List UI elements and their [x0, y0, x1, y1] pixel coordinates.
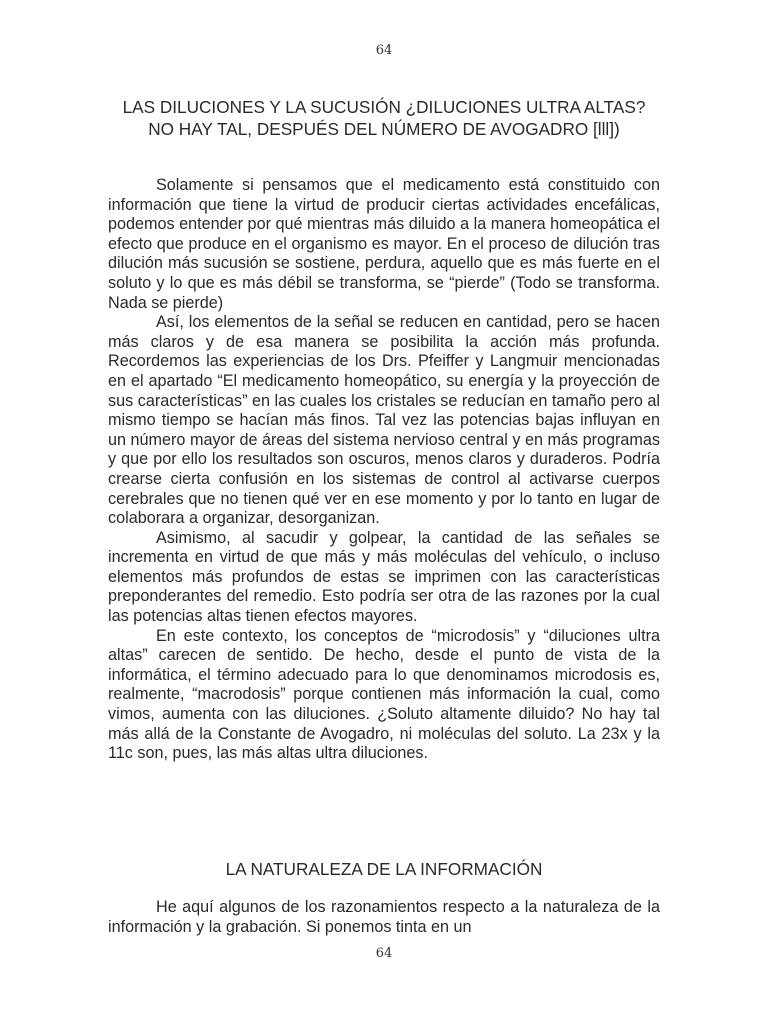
- paragraph: Solamente si pensamos que el medicamento está constituido con información que tiene la virtud de producir ciertas actividades encefálicas, podemos entender por qué mientras más diluido a la manera homeopática el efecto que produce en el organismo es mayor. En el proceso de dilución tras dilución más sucusión se sostiene, perdura, aquello que es más fuerte en el soluto y lo que es más débil se transforma, se “pierde” (Todo se transforma. Nada se pierde): [108, 176, 660, 312]
- chapter-heading: LAS DILUCIONES Y LA SUCUSIÓN ¿DILUCIONES ULTRA ALTAS? NO HAY TAL, DESPUÉS DEL NÚMERO DE AVOGADRO [lll]): [122, 97, 646, 139]
- paragraph: Así, los elementos de la señal se reducen en cantidad, pero se hacen más claros y de esa manera se posibilita la acción más profunda. Recordemos las experiencias de los Drs. Pfeiffer y Langmuir mencionadas en el apartado “El medicamento homeopático, su energía y la proyección de sus características” en las cuales los cristales se reducían en tamaño pero al mismo tiempo se hacían más finos. Tal vez las potencias bajas influyan en un número mayor de áreas del sistema nervioso central y en más programas y que por ello los resultados son oscuros, menos claros y duraderos. Podría crearse cierta confusión en los sistemas de control al activarse cuerpos cerebrales que no tienen qué ver en ese momento y por lo tanto en lugar de colaborara a organizar, desorganizan.: [108, 313, 660, 528]
- body-text-section: [108, 898, 660, 937]
- section-heading: LA NATURALEZA DE LA INFORMACIÓN: [225, 859, 543, 879]
- paragraph: En este contexto, los conceptos de “microdosis” y “diluciones ultra altas” carecen de sentido. De hecho, desde el punto de vista de la informática, el término adecuado para lo que denominamos microdosis es, realmente, “macrodosis” porque contienen más información la cual, como vimos, aumenta con las diluciones. ¿Soluto altamente diluido? No hay tal más allá de la Constante de Avogadro, ni moléculas del soluto. La 23x y la 11c son, pues, las más altas ultra diluciones.: [108, 626, 660, 763]
- paragraph: Asimismo, al sacudir y golpear, la cantidad de las señales se incrementa en virtud de que más y más moléculas del vehículo, o incluso elementos más profundos de estas se imprimen con las características preponderantes del remedio. Esto podría ser otra de las razones por la cual las potencias altas tienen efectos mayores.: [108, 528, 660, 626]
- paragraph: He aquí algunos de los razonamientos respecto a la naturaleza de la información y la grabación. Si ponemos tinta en un: [108, 898, 660, 936]
- body-text-main: [108, 176, 660, 764]
- page-number-top: 64: [375, 43, 393, 58]
- page-number-bottom: 64: [375, 946, 393, 961]
